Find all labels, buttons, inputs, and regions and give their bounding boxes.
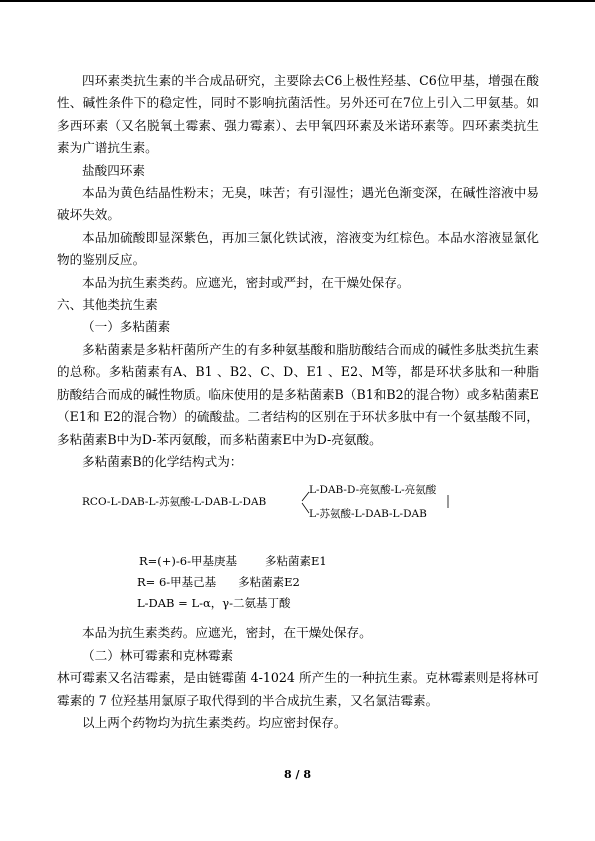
subheading-polymyxin: （一）多粘菌素 — [82, 319, 171, 335]
formula-note-dab: L-DAB = L-α，γ-二氨基丁酸 — [137, 596, 291, 611]
paragraph-properties: 本品为黄色结晶性粉末；无臭，味苦；有引湿性；遇光色渐变深，在碱性溶液中易破坏失效。 — [57, 185, 539, 223]
top-border — [0, 0, 595, 2]
paragraph-polymyxin-storage: 本品为抗生素类药。应遮光，密封，在干燥处保存。 — [82, 625, 372, 641]
formula-lower-branch: L-苏氨酸-L-DAB-L-DAB — [309, 508, 427, 521]
paragraph-lincomycin: 林可霉素又名洁霉素，是由链霉菌 4-1024 所产生的一种抗生素。克林霉素则是将林可霉素的 7 位羟基用氯原子取代得到的半合成抗生素，又名氯洁霉素。 — [57, 670, 539, 708]
formula-upper-branch: L-DAB-D-亮氨酸-L-亮氨酸 — [309, 484, 437, 497]
paragraph-final-storage: 以上两个药物均为抗生素类药。均应密封保存。 — [82, 714, 347, 730]
heading-tetracycline-hcl: 盐酸四环素 — [82, 162, 145, 178]
formula-bonds — [57, 475, 539, 549]
paragraph-identification: 本品加硫酸即显深紫色，再加三氯化铁试液，溶液变为红棕色。本品水溶液显氯化物的鉴别反应。 — [57, 229, 539, 268]
paragraph-structure-intro: 多粘菌素B的化学结构式为： — [82, 453, 243, 469]
page-number: 8 / 8 — [284, 768, 311, 781]
subheading-lincomycin: （二）林可霉素和克林霉素 — [82, 647, 234, 663]
section-heading-other-antibiotics: 六、其他类抗生素 — [57, 297, 158, 313]
chemical-structure-formula — [57, 475, 539, 549]
paragraph-polymyxin: 多粘菌素是多粘杆菌所产生的有多种氨基酸和脂肪酸结合而成的碱性多肽类抗生素的总称。多粘菌素有A、B1 、B2、C、D、E1 、E2、M等，都是环状多肽和一种脂肪酸结合而成的碱性物质。临床使用的是多粘菌素B（B1和B2的混合物）或多粘菌素E（E1和 E2的混合物）的硫酸盐。二者结构的区别在于环状多肽中有一个氨基酸不同，多粘菌素B中为D-苯丙氨酸，而多粘菌素E中为D-亮氨酸。 — [57, 341, 539, 447]
formula-note-r2: R= 6-甲基己基 多粘菌素E2 — [137, 575, 300, 590]
formula-note-r1: R=(+)-6-甲基庚基 多粘菌素E1 — [139, 554, 327, 569]
document-body — [57, 70, 539, 734]
paragraph-tetracycline-semisynthesis: 四环素类抗生素的半合成品研究，主要除去C6上极性羟基、C6位甲基，增强在酸性、碱性条件下的稳定性，同时不影响抗菌活性。另外还可在7位上引入二甲氨基。如多西环素（又名脱氧土霉素、强力霉素）、去甲氧四环素及米诺环素等。四环素类抗生素为广谱抗生素。 — [57, 73, 539, 156]
paragraph-storage: 本品为抗生素类药。应遮光，密封或严封，在干燥处保存。 — [82, 274, 410, 290]
formula-main-chain: RCO-L-DAB-L-苏氨酸-L-DAB-L-DAB — [82, 496, 267, 509]
